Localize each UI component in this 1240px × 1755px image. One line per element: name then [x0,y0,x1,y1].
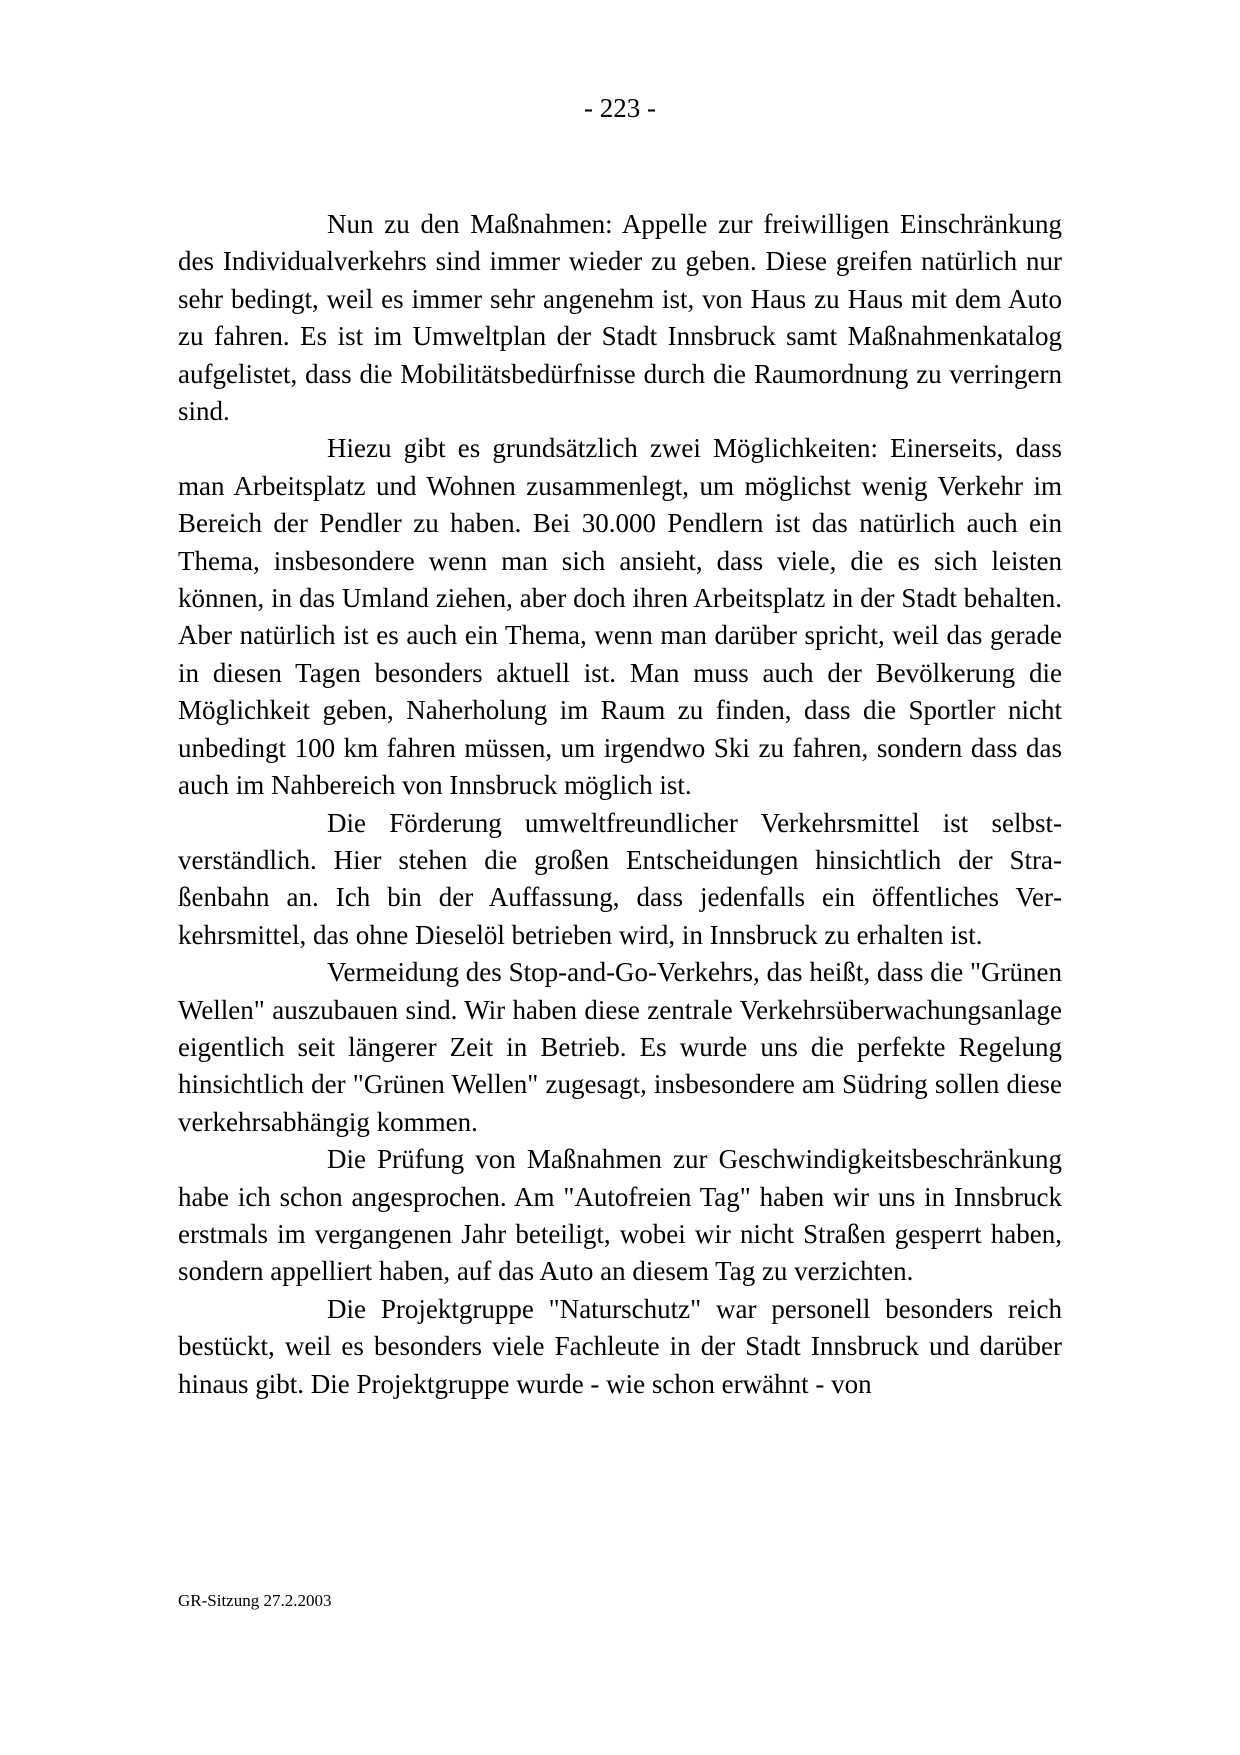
paragraph-green-waves: Vermeidung des Stop-and-Go-Verkehrs, das heißt, dass die "Grünen Wellen" auszubauen sind. Wir haben diese zentrale Verkehrsüberwachungsanlage eigentlich seit längerer Zeit in Betrieb. Es wurde uns die perfekte Regelung hinsichtlich der "Grünen Wellen" zugesagt, insbesondere am Südring sollen diese verkehrsabhängig kommen. [178,957,1062,1137]
paragraph-speed-limits: Die Prüfung von Maßnahmen zur Geschwindigkeitsbeschränkung habe ich schon angesprochen. Am "Autofreien Tag" haben wir uns in Innsbruck erstmals im vergangenen Jahr beteiligt, wobei wir nicht Straßen gesperrt haben, sondern appelliert haben, auf das Auto an diesem Tag zu verzichten. [178,1144,1062,1287]
paragraph-nature-conservation: Die Projektgruppe "Naturschutz" war personell besonders reich bestückt, weil es besonders viele Fachleute in der Stadt Innsbruck und darüber hinaus gibt. Die Projektgruppe wurde - wie schon erwähnt - von [178,1293,1062,1399]
paragraph-possibilities: Hiezu gibt es grundsätzlich zwei Möglichkeiten: Einerseits, dass man Arbeitsplatz und Wohnen zusammenlegt, um möglichst wenig Verkehr im Bereich der Pendler zu haben. Bei 30.000 Pendlern ist das natürlich auch ein Thema, insbesondere wenn man sich ansieht, dass viele, die es sich leisten können, in das Umland ziehen, aber doch ihren Arbeitsplatz in der Stadt behalten. Aber natürlich ist es auch ein Thema, wenn man darüber spricht, weil das gerade in diesen Tagen besonders aktuell ist. Man muss auch der Bevölkerung die Möglichkeit geben, Naherholung im Raum zu finden, dass die Sportler nicht unbedingt 100 km fahren müssen, um irgendwo Ski zu fahren, sondern dass das auch im Nahbereich von Innsbruck möglich ist. [178,433,1062,801]
page-number: - 223 - [584,93,656,123]
paragraph-measures-intro: Nun zu den Maßnahmen: Appelle zur freiwilligen Einschränkung des Individualverkehrs sind immer wieder zu geben. Diese greifen natürlich nur sehr bedingt, weil es immer sehr angenehm ist, von Haus zu Haus mit dem Auto zu fahren. Es ist im Umweltplan der Stadt Innsbruck samt Maßnahmenkatalog aufgelistet, dass die Mobilitätsbedürfnisse durch die Raumordnung zu verringern sind. [178,209,1062,427]
footer-session-date: GR-Sitzung 27.2.2003 [178,1591,332,1610]
paragraph-public-transport: Die Förderung umweltfreundlicher Verkehrsmittel ist selbstverständlich. Hier stehen die großen Entscheidungen hinsichtlich der Straßenbahn an. Ich bin der Auffassung, dass jedenfalls ein öffentliches Verkehrsmittel, das ohne Dieselöl betrieben wird, in Innsbruck zu erhalten ist. [178,807,1062,950]
body-text [178,206,1062,1403]
